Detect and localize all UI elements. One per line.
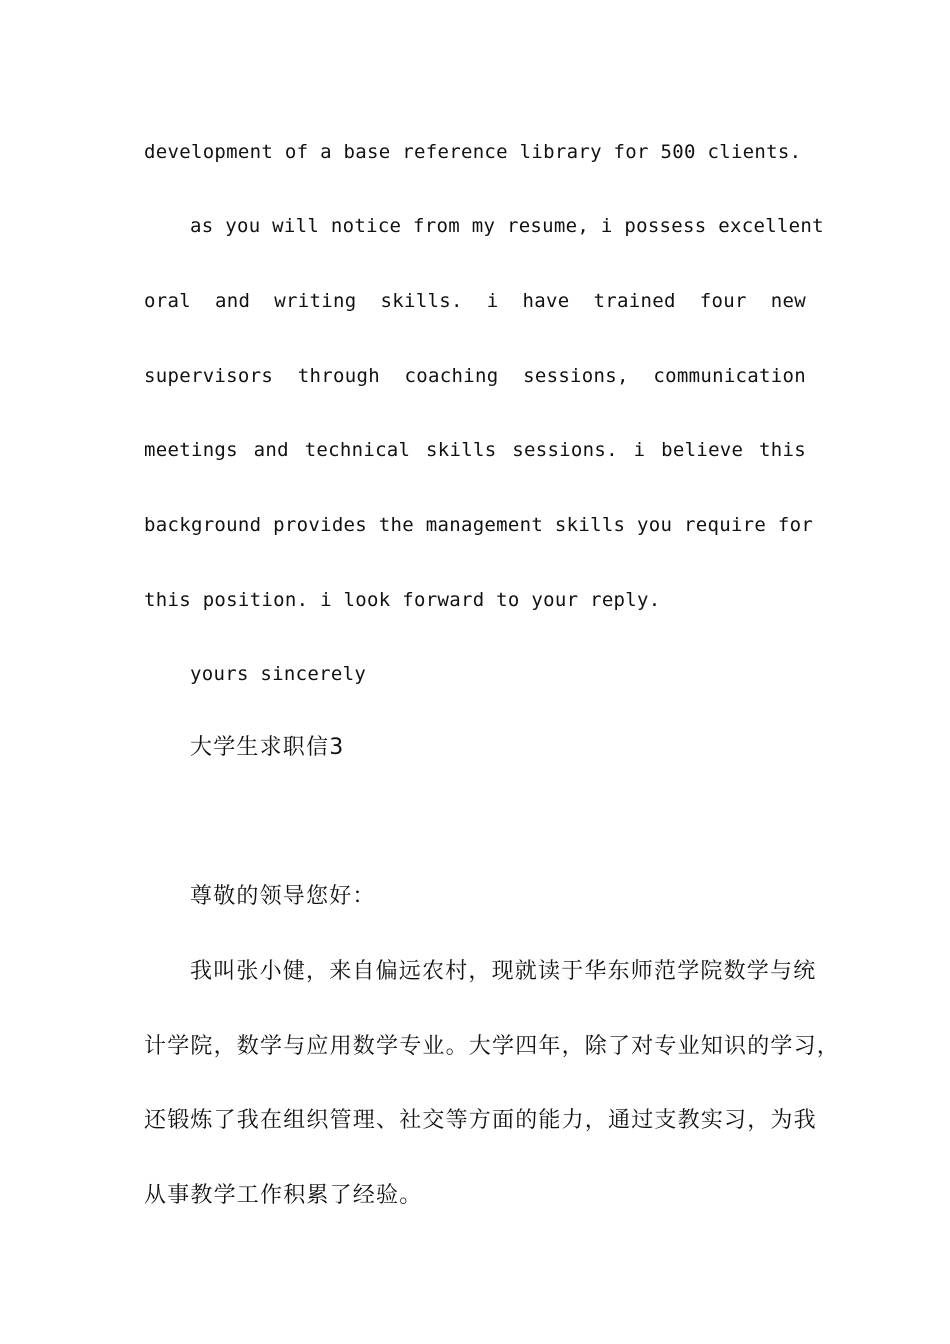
paragraph-line-6: background provides the management skills you require for [144, 514, 814, 536]
salutation-line: 尊敬的领导您好： [190, 884, 376, 909]
paragraph-line-3: oral and writing skills. i have trained four new [144, 290, 806, 312]
body-line-2: 计学院，数学与应用数学专业。大学四年，除了对专业知识的学习， [144, 1034, 841, 1059]
paragraph-line-2: as you will notice from my resume, i possess excellent [190, 215, 824, 237]
paragraph-line-7: this position. i look forward to your reply. [144, 589, 661, 611]
closing-line: yours sincerely [190, 663, 367, 685]
body-line-3: 还锻炼了我在组织管理、社交等方面的能力，通过支教实习，为我 [144, 1108, 817, 1133]
paragraph-line-4: supervisors through coaching sessions, communication [144, 365, 806, 387]
paragraph-line-1: development of a base reference library for 500 clients. [144, 141, 802, 163]
body-line-4: 从事教学工作积累了经验。 [144, 1183, 423, 1208]
section-heading: 大学生求职信3 [190, 735, 345, 760]
paragraph-line-5: meetings and technical skills sessions. i believe this [144, 439, 806, 461]
body-line-1: 我叫张小健，来自偏远农村，现就读于华东师范学院数学与统 [190, 959, 817, 984]
